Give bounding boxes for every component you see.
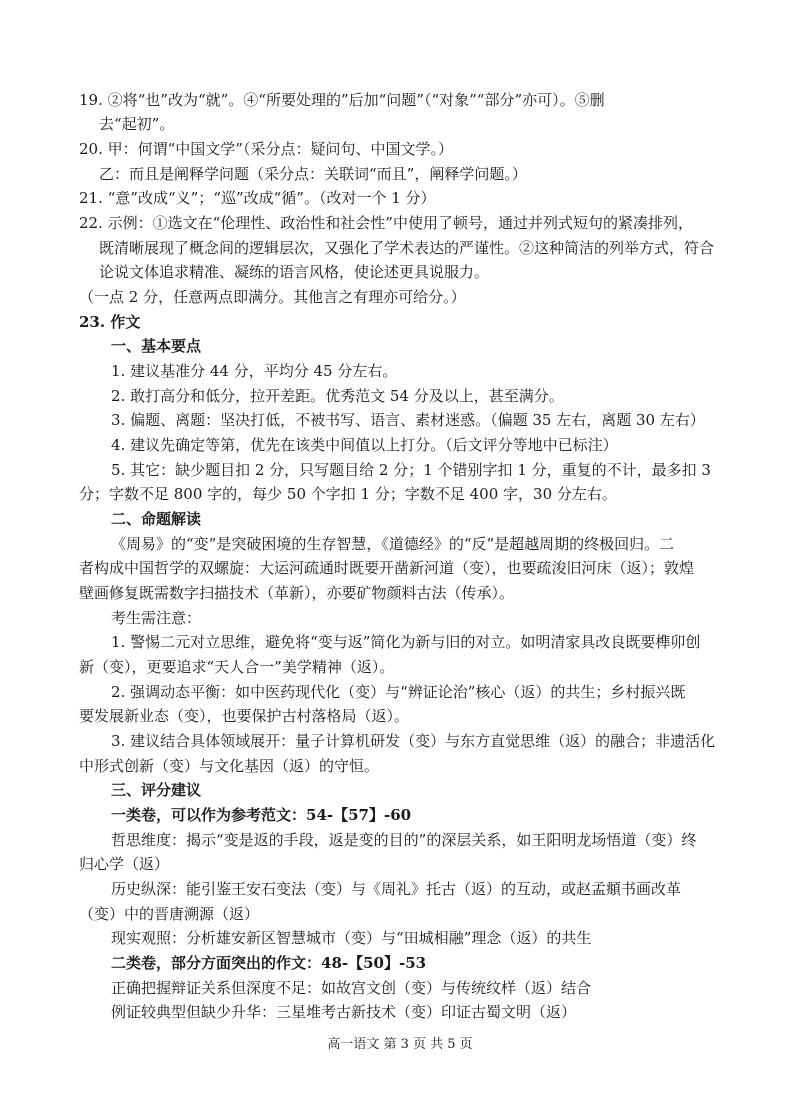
note-1-line-1: 1. 警惕二元对立思维，避免将“变与返”简化为新与旧的对立。如明清家具改良既要榫卯创 (111, 633, 701, 651)
note-3-line-2: 中形式创新（变）与文化基因（返）的守恒。 (79, 757, 380, 775)
basic-point-4: 4. 建议先确定等第，优先在该类中间值以上打分。（后文评分等地中已标注） (111, 436, 618, 454)
notes-intro: 考生需注意： (111, 609, 202, 627)
grade-2-heading: 二类卷，部分方面突出的作文：48-【50】-53 (111, 954, 427, 972)
answer-21: 21. “意”改成“义”；“巡”改成“循”。（改对一个 1 分） (79, 189, 436, 207)
heading-scoring: 三、评分建议 (111, 781, 202, 799)
note-2-line-2: 要发展新业态（变），也要保护古村落格局（返）。 (79, 707, 410, 725)
basic-point-2: 2. 敢打高分和低分，拉开差距。优秀范文 54 分及以上，甚至满分。 (111, 387, 564, 405)
basic-point-5-line-2: 分；字数不足 800 字的，每少 50 个字扣 1 分；字数不足 400 字，30 分左右。 (79, 485, 617, 503)
answer-20-line-2: 乙：而且是阐释学问题（采分点：关联词“而且”，阐释学问题。） (99, 165, 527, 183)
section-23-heading: 23. 作文 (79, 313, 141, 331)
grade-1-item-2-line-1: 历史纵深：能引鉴王安石变法（变）与《周礼》托古（返）的互动，或赵孟頫书画改革 (111, 880, 682, 898)
grade-2-item-1: 正确把握辩证关系但深度不足：如故宫文创（变）与传统纹样（返）结合 (111, 979, 592, 997)
note-2-line-1: 2. 强调动态平衡：如中医药现代化（变）与“辨证论治”核心（返）的共生；乡村振兴既 (111, 683, 686, 701)
note-1-line-2: 新（变），更要追求“天人合一”美学精神（返）。 (79, 658, 395, 676)
grade-1-item-1-line-1: 哲思维度：揭示“变是返的手段，返是变的目的”的深层关系，如王阳明龙场悟道（变）终 (111, 831, 697, 849)
answer-22-line-1: 22. 示例：①选文在“伦理性、政治性和社会性”中使用了顿号，通过并列式短句的紧凑排列， (79, 214, 693, 232)
basic-point-3: 3. 偏题、离题：坚决打低，不被书写、语言、素材迷惑。（偏题 35 左右，离题 30 左右） (111, 411, 705, 429)
answer-20-line-1: 20. 甲：何谓“中国文学”（采分点：疑问句、中国文学。） (79, 140, 453, 158)
grade-1-item-2-line-2: （变）中的晋唐溯源（返） (79, 905, 260, 923)
answer-19-line-1: 19. ②将“也”改为“就”。④“所要处理的”后加“问题”（“对象”“部分”亦可）。⑤删 (79, 91, 605, 109)
answer-22-scoring: （一点 2 分，任意两点即满分。其他言之有理亦可给分。） (79, 288, 466, 306)
answer-19-line-2: 去“起初”。 (99, 115, 175, 133)
interpretation-line-1: 《周易》的“变”是突破困境的生存智慧，《道德经》的“反”是超越周期的终极回归。二 (111, 535, 675, 553)
page-footer: 高一语文 第 3 页 共 5 页 (327, 1037, 473, 1052)
grade-1-heading: 一类卷，可以作为参考范文：54-【57】-60 (111, 806, 412, 824)
basic-point-1: 1. 建议基准分 44 分，平均分 45 分左右。 (111, 362, 398, 380)
interpretation-line-3: 壁画修复既需数字扫描技术（革新），亦要矿物颜料古法（传承）。 (79, 584, 515, 602)
grade-1-item-1-line-2: 归心学（返） (79, 855, 170, 873)
interpretation-line-2: 者构成中国哲学的双螺旋：大运河疏通时既要开凿新河道（变），也要疏浚旧河床（返）；敦煌 (79, 559, 695, 577)
grade-2-item-2: 例证较典型但缺少升华：三星堆考古新技术（变）印证古蜀文明（返） (111, 1003, 577, 1021)
note-3-line-1: 3. 建议结合具体领域展开：量子计算机研发（变）与东方直觉思维（返）的融合；非遗活化 (111, 732, 716, 750)
answer-22-line-3: 论说文体追求精准、凝练的语言风格，使论述更具说服力。 (99, 263, 490, 281)
grade-1-item-3: 现实观照：分析雄安新区智慧城市（变）与“田城相融”理念（返）的共生 (111, 929, 592, 947)
heading-basic-points: 一、基本要点 (111, 337, 202, 355)
heading-interpretation: 二、命题解读 (111, 510, 202, 528)
basic-point-5-line-1: 5. 其它：缺少题目扣 2 分，只写题目给 2 分；1 个错别字扣 1 分，重复的不计，最多扣 3 (111, 461, 711, 479)
answer-22-line-2: 既清晰展现了概念间的逻辑层次，又强化了学术表达的严谨性。②这种简洁的列举方式，符合 (99, 239, 715, 257)
